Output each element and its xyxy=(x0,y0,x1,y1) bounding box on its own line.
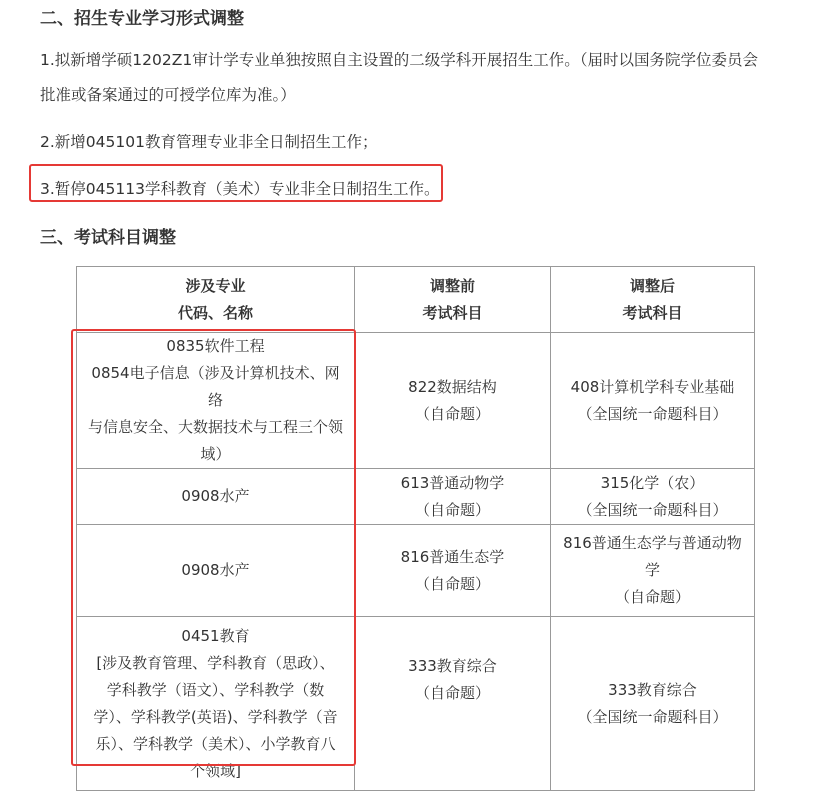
after-cell: 315化学（农） （全国统一命题科目） xyxy=(551,469,755,525)
section-3-heading: 三、考试科目调整 xyxy=(40,228,176,248)
item-1-line-1: 1.拟新增学硕1202Z1审计学专业单独按照自主设置的二级学科开展招生工作。（届时以国务院学位委员会 xyxy=(40,51,758,69)
item-2: 2.新增045101教育管理专业非全日制招生工作； xyxy=(40,133,378,151)
section-2-heading: 二、招生专业学习形式调整 xyxy=(40,9,244,29)
item-3: 3.暂停045113学科教育（美术）专业非全日制招生工作。 xyxy=(40,180,440,198)
header-major: 涉及专业 代码、名称 xyxy=(77,267,355,333)
major-column-highlight-box xyxy=(71,329,356,766)
before-cell: 816普通生态学 （自命题） xyxy=(355,525,551,617)
major-cell: 0908水产 xyxy=(77,469,355,525)
item-3-highlight-box xyxy=(29,164,443,202)
item-1-line-2: 批准或备案通过的可授学位库为准。） xyxy=(40,86,296,104)
major-cell: 0835软件工程 0854电子信息（涉及计算机技术、网络 与信息安全、大数据技术与工程三个领 域） xyxy=(77,333,355,469)
before-cell: 333教育综合 （自命题） xyxy=(355,617,551,791)
major-cell: 0451教育 [涉及教育管理、学科教育（思政）、 学科教学（语文）、学科教学（数 学）、学科教学(英语)、学科教学（音 乐）、学科教学（美术）、小学教育八 个领域] xyxy=(77,617,355,791)
before-cell: 822数据结构 （自命题） xyxy=(355,333,551,469)
table-header-row xyxy=(77,267,755,333)
before-cell: 613普通动物学 （自命题） xyxy=(355,469,551,525)
header-before: 调整前 考试科目 xyxy=(355,267,551,333)
after-cell: 333教育综合 （全国统一命题科目） xyxy=(551,617,755,791)
header-after: 调整后 考试科目 xyxy=(551,267,755,333)
major-cell: 0908水产 xyxy=(77,525,355,617)
after-cell: 408计算机学科专业基础 （全国统一命题科目） xyxy=(551,333,755,469)
after-cell: 816普通生态学与普通动物 学 （自命题） xyxy=(551,525,755,617)
